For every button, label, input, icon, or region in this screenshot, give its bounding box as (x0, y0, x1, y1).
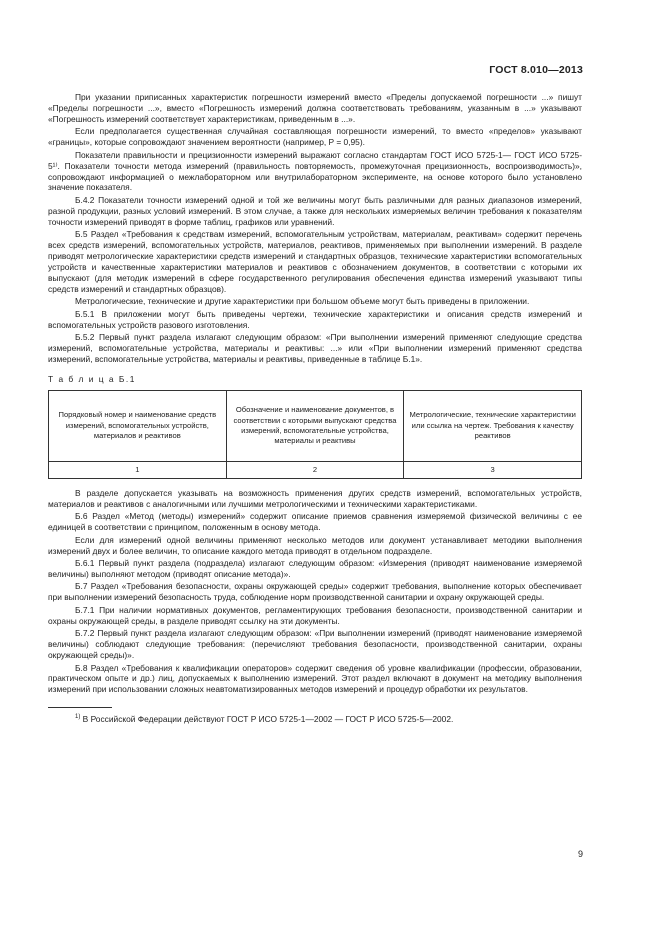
paragraph: Б.4.2 Показатели точности измерений одной и той же величины могут быть различными для разных диапазонов измерений, разной продукции, разных условий измерений. В этом случае, а также для нескольких измеряемых величин требования к показателям точности измерений приводят в форме таблиц, графиков или уравнений. (48, 194, 582, 227)
footnote-divider (48, 707, 112, 708)
paragraph: Б.5 Раздел «Требования к средствам измерений, вспомогательным устройствам, материалам, реактивам» содержит перечень всех средств измерений, вспомогательных устройств, материалов, реактивов, применяемых при выполнении измерений. В разделе приводят метрологические характеристики средств измерений и стандартных образцов, технические характеристики вспомогательных устройств и качественные характеристики материалов и реактивов с обозначением документов, в соответствии с которыми их выпускают (для методик измерений в сфере государственного регулирования обеспечения единства измерений указывают типы средств измерений и стандартных образцов). (48, 229, 582, 294)
table-number-row (49, 461, 582, 478)
paragraph: При указании приписанных характеристик погрешности измерений вместо «Пределы допускаемой погрешности ...» пишут «Пределы погрешности ...», вместо «Погрешность измерений должна соответствовать требованиям, указанным в ...» указывают «Погрешность измерений соответствует характеристикам, приведенным в ...». (48, 92, 582, 124)
paragraph: Метрологические, технические и другие характеристики при большом объеме могут быть приведены в приложении. (75, 296, 530, 307)
column-number: 2 (226, 461, 404, 478)
footnote-text: В Российской Федерации действуют ГОСТ Р ИСО 5725-1—2002 — ГОСТ Р ИСО 5725-5—2002. (80, 714, 454, 725)
column-number: 1 (49, 461, 227, 478)
page-content (48, 92, 582, 725)
document-code: ГОСТ 8.010—2013 (489, 64, 583, 76)
paragraph: Б.7 Раздел «Требования безопасности, охраны окружающей среды» содержит требования, выполнение которых обеспечивает при выполнении измерений безопасность труда, соблюдение норм производственной санитарии и охрану окружающей среды. (48, 581, 582, 603)
paragraph: В разделе допускается указывать на возможность применения других средств измерений, вспомогательных устройств, материалов и реактивов с аналогичными или лучшими метрологическими и техническими характеристиками. (48, 487, 582, 509)
paragraph: Б.7.2 Первый пункт раздела излагают следующим образом: «При выполнении измерений (приводят наименование измеряемой величины) соблюдают следующие требования: (перечисляют требования безопасности, производственной санитарии, охраны окружающей среды)». (48, 628, 582, 661)
table-header-cell: Метрологические, технические характеристики или ссылка на чертеж. Требования к качеству реактивов (404, 390, 582, 461)
paragraph: Б.5.1 В приложении могут быть приведены чертежи, технические характеристики и описания средств измерений и вспомогательных устройств разового изготовления. (48, 308, 582, 330)
table-caption: Т а б л и ц а Б.1 (48, 373, 136, 384)
footnote-mark: 1) (75, 714, 81, 721)
requirements-table (48, 390, 582, 479)
footnote (48, 712, 582, 725)
paragraph: Если для измерений одной величины применяют несколько методов или документ устанавливает методики выполнения измерений двух и более величин, то описание каждого метода приводят в отдельном подразделе. (48, 534, 582, 556)
paragraph: Б.8 Раздел «Требования к квалификации операторов» содержит сведения об уровне квалификации (профессии, образовании, практическом опыте и др.) лиц, допускаемых к выполнению измерений. Этот раздел включают в документ на методику выполнения измерений при использовании сложных неавтоматизированных методов измерений и процедур обработки их результатов. (48, 662, 582, 695)
paragraph: Б.6 Раздел «Метод (методы) измерений» содержит описание приемов сравнения измеряемой физической величины с ее единицей в соответствии с принципом, положенным в основу метода. (48, 511, 582, 533)
paragraph: Б.7.1 При наличии нормативных документов, регламентирующих требования безопасности, производственной санитарии и охраны окружающей среды, в разделе приводят ссылку на эти документы. (48, 604, 582, 626)
paragraph: Б.6.1 Первый пункт раздела (подраздела) излагают следующим образом: «Измерения (приводят наименование измеряемой величины) выполняют методом (приводят описание метода)». (48, 558, 582, 579)
page-number: 9 (577, 849, 583, 859)
paragraph: Б.5.2 Первый пункт раздела излагают следующим образом: «При выполнении измерений применяют следующие средства измерений, вспомогательные устройства, материалы и реактивы: ...» или «При выполнении измерений применяют средства измерений, вспомогательные устройства, материалы и реактивы, приведенные в таблице Б.1». (48, 332, 582, 364)
column-number: 3 (404, 461, 582, 478)
paragraphs-after-table (48, 488, 582, 695)
paragraph: Показатели правильности и прецизионности измерений выражают согласно стандартам ГОСТ ИСО 5725-1— ГОСТ ИСО 5725-5¹⁾. Показатели точности метода измерений (правильность повторяемость, промежуточная прецизионность, воспроизводимость)», сопровождают информацией о межлабораторном или внутрилабораторном эксперименте, на основе которого было установлено значение показателя. (48, 149, 582, 193)
paragraphs-before-table (48, 92, 582, 365)
paragraph: Если предполагается существенная случайная составляющая погрешности измерений, то вместо «пределов» указывают «границы», которые сопровождают значением вероятности (например, P = 0,95). (48, 126, 582, 148)
table-header-cell: Обозначение и наименование документов, в соответствии с которыми выпускают средства измерений, вспомогательные устройства, материалы и реактивы (226, 390, 404, 461)
table-header-row (49, 390, 582, 461)
table-header-cell: Порядковый номер и наименование средств измерений, вспомогательных устройств, материалов и реактивов (49, 390, 227, 461)
